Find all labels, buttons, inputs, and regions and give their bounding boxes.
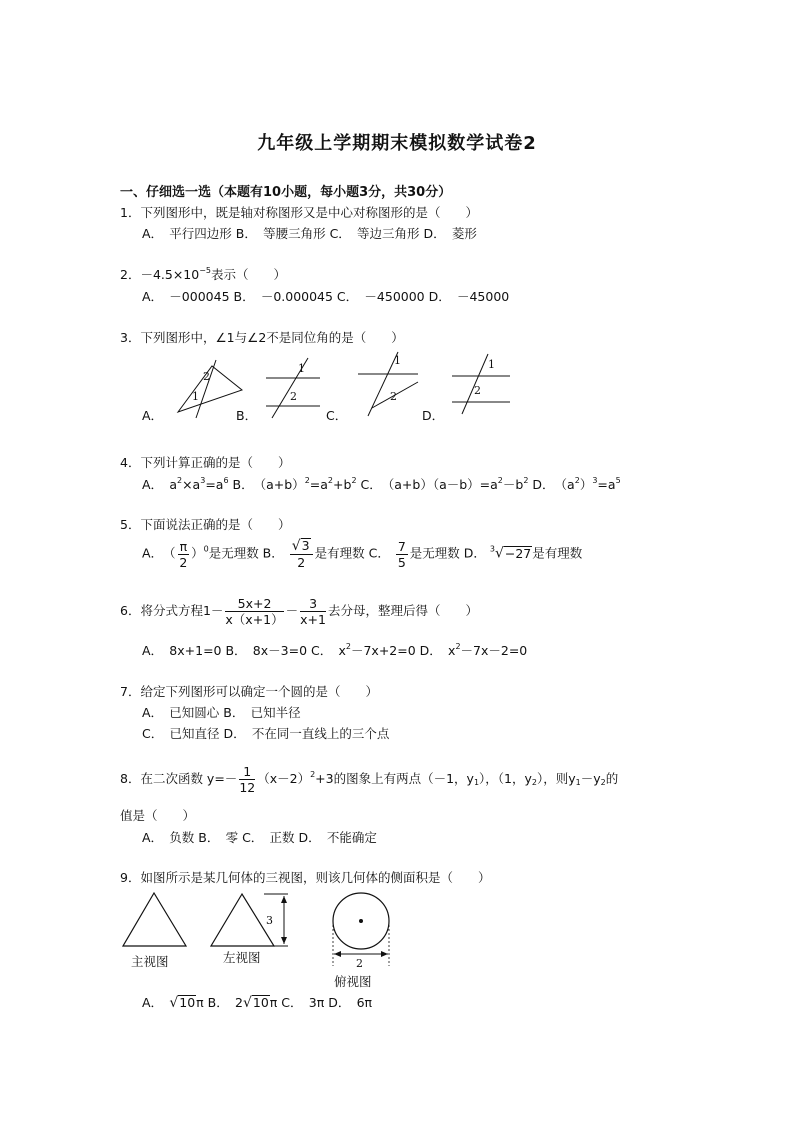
q6-fraction-2 — [300, 596, 326, 627]
height-label: 3 — [266, 914, 273, 927]
front-view-figure — [120, 890, 190, 950]
q3-label-d: D． — [422, 408, 445, 423]
question-4-options: A． $a^2\times a^3=a^6$ B． $(a+b)^2=a^2+b^2$ C． $(a+b)(a-b)=a^2-b^2$ D． $(a^2)^3=a^5$ — [142, 476, 621, 492]
frac-num: 7 — [397, 538, 406, 554]
top-view-label: 俯视图 — [334, 974, 372, 989]
q6-opt-b: －7x+2=0 D． x — [350, 643, 456, 658]
question-5-options: A． （ $\frac{\pi}{2}$ ）$^0$是无理数 B． $\frac{√3}{2}$ 是有理数 C． $\frac{7}{5}$ 是无理数 D． $^3$√−27是有理数 — [142, 538, 583, 570]
question-9-stem: 9．如图所示是某几何体的三视图，则该几何体的侧面积是（ ） — [120, 870, 491, 885]
q3-figure-b — [262, 356, 332, 422]
q5-text-a: 是无理数 B． — [208, 545, 284, 561]
q3-figure-c — [352, 350, 424, 420]
q8-fraction — [239, 764, 255, 795]
q4-option-a-label: A． — [142, 477, 157, 492]
angle-2-label: 2 — [390, 390, 397, 403]
q3-label-a: A． — [142, 408, 164, 423]
exponent: 2 — [345, 642, 351, 651]
angle-1-label: 1 — [298, 362, 305, 375]
q9-opt-a: A． — [142, 995, 157, 1010]
frac-num: π — [179, 538, 188, 554]
q2-exponent: −5 — [199, 266, 212, 275]
exponent: 2 — [455, 642, 461, 651]
q6-stem-a: 6．将分式方程1－ — [120, 603, 224, 618]
q6-opt-c: －7x－2=0 — [460, 643, 528, 658]
q6-stem-b: 去分母，整理后得（ ） — [327, 603, 478, 618]
question-7-options-row-1: A． 已知圆心 B． 已知半径 — [142, 705, 301, 720]
angle-1-label: 1 — [192, 390, 199, 403]
question-5-stem: 5．下面说法正确的是（ ） — [120, 517, 291, 532]
angle-1-label: 1 — [488, 358, 495, 371]
q8-stem-a: 8．在二次函数 y=－ — [120, 771, 238, 786]
q6-fraction-1 — [225, 596, 283, 627]
subscript: 2 — [600, 778, 606, 787]
frac-num: √3 — [290, 538, 313, 555]
pi: π — [269, 995, 278, 1010]
question-4-stem: 4．下列计算正确的是（ ） — [120, 455, 291, 470]
q3-figure-d — [448, 352, 518, 418]
q5-text-c: 是无理数 D． — [409, 545, 486, 561]
q2-stem-b: 表示（ ） — [211, 267, 287, 282]
q9-opt-b: B． 2 — [207, 995, 243, 1010]
q6-opt-a: A． 8x+1=0 B． 8x－3=0 C． x — [142, 643, 346, 658]
radicand: 3 — [301, 538, 310, 553]
q5-text-d: 是有理数 — [532, 545, 583, 561]
frac-den: x+1 — [300, 612, 326, 627]
q5-exponent: 0 — [203, 544, 209, 554]
q4-option-c-label: C． — [360, 477, 376, 492]
q8-stem-c: +3的图象上有两点（－1，y — [315, 771, 474, 786]
question-9-options: A． √10π B． 2√10π C． 3π D． 6π — [142, 995, 373, 1011]
frac-num: 3 — [300, 596, 326, 612]
frac-den: 2 — [297, 555, 306, 570]
q3-label-c: C． — [326, 408, 348, 423]
angle-2-label: 2 — [474, 384, 481, 397]
q5-pi-fraction — [178, 539, 190, 570]
q2-stem-a: 2．－4.5×10 — [120, 267, 200, 282]
question-8-options: A． 负数 B． 零 C． 正数 D． 不能确定 — [142, 830, 377, 845]
cube-root-index: 3 — [489, 544, 495, 554]
q5-sqrt3-fraction — [290, 538, 313, 570]
frac-den: x（x+1） — [225, 612, 284, 627]
pi: π — [196, 995, 204, 1010]
q8-stem-e: ），则y — [537, 771, 576, 786]
question-7-stem: 7．给定下列图形可以确定一个圆的是（ ） — [120, 684, 378, 699]
subscript: 1 — [575, 778, 581, 787]
q6-minus: － — [285, 603, 299, 618]
question-8-stem-line-2: 值是（ ） — [120, 808, 196, 823]
angle-2-label: 2 — [290, 390, 297, 403]
question-1-options: A． 平行四边形 B． 等腰三角形 C． 等边三角形 D． 菱形 — [142, 226, 477, 241]
radicand: 10 — [252, 995, 269, 1010]
diameter-label: 2 — [356, 957, 363, 970]
frac-den: 12 — [239, 780, 256, 795]
question-7-options-row-2: C． 已知直径 D． 不在同一直线上的三个点 — [142, 726, 390, 741]
q3-label-b: B． — [236, 408, 258, 423]
radicand: 10 — [179, 995, 196, 1010]
page-title: 九年级上学期期末模拟数学试卷2 — [257, 133, 537, 154]
subscript: 2 — [531, 778, 537, 787]
angle-1-label: 1 — [394, 354, 401, 367]
q8-stem-b: （x－2） — [257, 771, 311, 786]
question-3-stem: 3．下列图形中，∠1与∠2不是同位角的是（ ） — [120, 330, 404, 345]
q5-text-b: 是有理数 C． — [314, 545, 390, 561]
side-view-figure — [208, 888, 292, 952]
question-1-stem: 1．下列图形中，既是轴对称图形又是中心对称图形的是（ ） — [120, 205, 478, 220]
cube-radicand: −27 — [504, 545, 532, 561]
frac-den: 5 — [397, 554, 406, 570]
q8-stem-g: 的 — [605, 771, 619, 786]
q5-seven-fifths — [396, 539, 408, 570]
q8-stem-f: －y — [580, 771, 601, 786]
subscript: 1 — [473, 778, 480, 787]
q4-option-b-label: B． — [232, 477, 248, 492]
question-2-stem — [120, 265, 286, 283]
q9-opt-c: C． 3π D． 6π — [281, 995, 373, 1010]
top-view-figure — [328, 890, 400, 970]
angle-2-label: 2 — [203, 370, 210, 383]
frac-num: 1 — [239, 764, 255, 780]
q8-stem-d: ），（1，y — [479, 771, 532, 786]
question-6-stem — [120, 596, 478, 627]
question-8-stem — [120, 764, 618, 795]
question-2-options: A． －000045 B． －0.000045 C． －450000 D． －45000 — [142, 289, 510, 304]
frac-den: 2 — [179, 554, 188, 570]
front-view-label: 主视图 — [131, 954, 169, 969]
frac-num: 5x+2 — [225, 596, 283, 612]
q4-option-d-label: D． — [532, 477, 549, 492]
exponent: 2 — [310, 770, 316, 779]
section-heading: 一、仔细选一选（本题有10小题，每小题3分，共30分） — [120, 185, 452, 200]
question-6-options — [142, 641, 527, 659]
side-view-label: 左视图 — [223, 950, 261, 965]
